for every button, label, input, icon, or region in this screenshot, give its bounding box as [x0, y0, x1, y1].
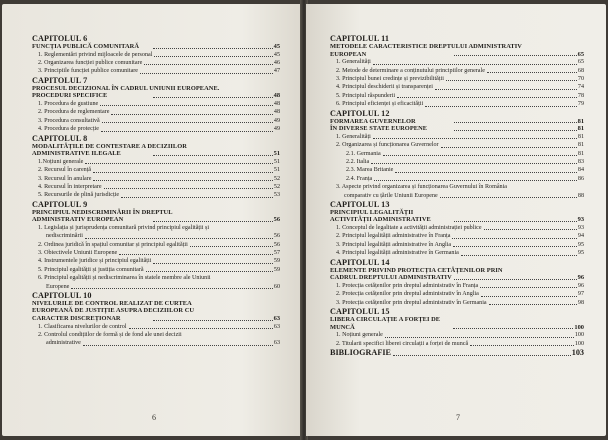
dot-leader	[140, 73, 273, 74]
entry-text: 3. Aspecte privind organizarea și funcționarea Guvernului în România	[336, 184, 507, 191]
dot-leader	[190, 246, 273, 247]
toc-entry	[330, 249, 584, 257]
entry-text: 2. Principiul legalității administrative în Franța	[336, 233, 451, 240]
chapter-heading-row	[330, 267, 584, 275]
bibliography-entry	[330, 348, 584, 358]
toc-entry	[32, 249, 280, 257]
bibliography-page-number: 103	[571, 348, 584, 358]
toc-entry	[32, 274, 280, 282]
chapter-heading-row	[32, 315, 280, 323]
dot-leader	[454, 130, 576, 131]
toc-entry	[32, 241, 280, 249]
entry-text: 2. Recursul în carență	[38, 167, 92, 174]
dot-leader	[480, 287, 577, 288]
entry-text-continued: Europene	[46, 283, 70, 290]
entry-page-number: 63	[273, 323, 280, 330]
dot-leader	[93, 180, 272, 181]
chapter-block	[330, 307, 584, 348]
dot-leader	[481, 296, 577, 297]
dot-leader	[71, 288, 273, 289]
entry-text: 2. Controlul condițiilor de formă și de fond ale unei decizii	[38, 332, 182, 339]
entry-text: 1. Conceptul de legalitate a activității administrației publice	[336, 225, 482, 232]
toc-entry	[330, 75, 584, 83]
dot-leader	[144, 64, 273, 65]
toc-entry	[330, 166, 584, 174]
toc-entry-continuation	[330, 192, 584, 200]
entry-page-number: 78	[577, 92, 584, 99]
dot-leader	[446, 80, 577, 81]
toc-entry	[32, 191, 280, 199]
dot-leader	[373, 138, 577, 139]
toc-entry	[32, 224, 280, 232]
entry-page-number: 56	[273, 241, 280, 248]
chapter-heading-row	[330, 209, 584, 224]
chapter-heading-row	[330, 274, 584, 282]
chapter-number: CAPITOLUL 10	[32, 290, 92, 300]
heading-page-number: 96	[577, 274, 585, 282]
chapter-block	[32, 76, 280, 134]
chapter-number: CAPITOLUL 12	[330, 108, 390, 118]
dot-leader	[452, 238, 577, 239]
entry-text: 1. Generalități	[336, 59, 371, 66]
dot-leader	[93, 172, 273, 173]
toc-entry	[32, 175, 280, 183]
dot-leader	[425, 106, 577, 107]
heading-page-number: 51	[273, 150, 281, 158]
entry-page-number: 56	[273, 233, 280, 240]
heading-page-number: 100	[574, 323, 584, 331]
dot-leader	[487, 72, 577, 73]
toc-entry-continuation	[32, 339, 280, 347]
chapter-heading: CARACTER DISCREȚIONAR	[32, 315, 121, 323]
entry-page-number: 81	[577, 133, 584, 140]
entry-page-number: 53	[273, 192, 280, 199]
chapter-heading: ELEMENTE PRIVIND PROTECȚIA CETĂȚENILOR PRIN	[330, 266, 503, 274]
entry-text: 2.2. Italia	[346, 159, 370, 166]
entry-text-continued: nediscriminării	[46, 233, 83, 240]
entry-page-number: 83	[577, 159, 584, 166]
entry-text: 4. Instrumentele juridice și principiul egalității	[38, 258, 152, 265]
entry-page-number: 95	[577, 241, 584, 248]
toc-entry	[32, 158, 280, 166]
toc-entry	[32, 59, 280, 67]
chapter-heading-row	[32, 209, 280, 217]
entry-page-number: 63	[273, 340, 280, 347]
entry-page-number: 45	[273, 51, 280, 58]
entry-text: 2.1. Germania	[346, 150, 381, 157]
entry-page-number: 74	[577, 84, 584, 91]
toc-entry	[330, 67, 584, 75]
entry-page-number: 98	[577, 299, 584, 306]
toc-entry	[330, 183, 584, 191]
entry-page-number: 79	[577, 101, 584, 108]
dot-leader	[102, 122, 273, 123]
dot-leader	[383, 155, 577, 156]
chapter-heading: PROCESUL DECIZIONAL ÎN CADRUL UNIUNII EUROPEANE.	[32, 84, 220, 92]
entry-text: 3. Recursul în anulare	[38, 175, 92, 182]
dot-leader	[153, 97, 272, 98]
chapter-heading-row	[32, 307, 280, 315]
dot-leader	[435, 89, 577, 90]
dot-leader	[153, 221, 272, 222]
entry-text: 3. Principiul legalității administrative în Anglia	[336, 241, 452, 248]
entry-text: 5. Recursurile de plină jurisdicție	[38, 192, 120, 199]
dot-leader	[153, 155, 272, 156]
entry-page-number: 96	[577, 282, 584, 289]
heading-page-number: 63	[273, 315, 281, 323]
entry-text: 5. Principiul răspunderii	[336, 92, 396, 99]
entry-page-number: 51	[273, 167, 280, 174]
dot-leader	[146, 271, 273, 272]
entry-text: 6. Principiul eficienței și eficacității	[336, 101, 424, 108]
entry-text: 1. Procedura de gustiune	[38, 101, 99, 107]
entry-text: 2. Organizarea funcției publice comunitare	[38, 60, 143, 66]
chapter-heading-row	[32, 85, 280, 93]
dot-leader	[393, 355, 571, 356]
entry-text: 2.3. Marea Britanie	[346, 167, 394, 174]
toc-entry	[330, 290, 584, 298]
entry-page-number: 47	[273, 68, 280, 75]
dot-leader	[441, 147, 577, 148]
chapter-number: CAPITOLUL 14	[330, 257, 390, 267]
toc-entry-continuation	[32, 232, 280, 240]
dot-leader	[470, 345, 574, 346]
dot-leader	[83, 345, 273, 346]
entry-text: 4. Recursul în interpretare	[38, 184, 102, 191]
entry-page-number: 65	[577, 59, 584, 66]
entry-page-number: 70	[577, 76, 584, 82]
entry-text: 6. Principiul egalității și nediscriminarea în statele membre ale Uniunii	[38, 275, 211, 282]
chapter-heading-row	[32, 216, 280, 224]
page-number-left: 6	[152, 413, 156, 422]
chapter-number: CAPITOLUL 15	[330, 307, 390, 317]
chapter-heading-row	[32, 143, 280, 151]
chapter-heading: LIBERA CIRCULAȚIE A FORȚEI DE MUNCĂ	[330, 316, 441, 331]
chapter-block	[32, 134, 280, 200]
dot-leader	[85, 163, 273, 164]
heading-page-number: 93	[577, 216, 585, 224]
toc-entry	[330, 340, 584, 348]
chapter-number: CAPITOLUL 7	[32, 75, 88, 85]
entry-text: 3. Principiul bunei credințe și previzibilității	[336, 76, 444, 82]
toc-entry	[32, 166, 280, 174]
dot-leader	[461, 255, 577, 256]
dot-leader	[104, 188, 273, 189]
toc-entry-continuation	[32, 283, 280, 291]
entry-page-number: 100	[574, 340, 584, 347]
toc-entry	[32, 117, 280, 125]
entry-page-number: 100	[574, 332, 584, 339]
toc-entry	[330, 58, 584, 66]
entry-text: 4. Principiul legalității administrative în Germania	[336, 250, 459, 257]
toc-entry	[32, 331, 280, 339]
toc-entry	[32, 323, 280, 331]
toc-entry	[330, 232, 584, 240]
dot-leader	[121, 197, 273, 198]
toc-entry	[32, 100, 280, 108]
entry-page-number: 68	[577, 67, 584, 74]
entry-text: 3. Procedura consultativă	[38, 117, 100, 124]
chapter-heading: EUROPEAN	[330, 50, 367, 58]
toc-entry	[330, 282, 584, 290]
chapter-heading-row	[330, 316, 584, 331]
entry-text: 4. Principiul deschiderii și transparenței	[336, 84, 433, 91]
dot-leader	[100, 105, 273, 106]
toc-entry	[330, 141, 584, 149]
toc-right	[330, 34, 584, 358]
dot-leader	[153, 263, 273, 264]
entry-text: 2. Protecția cetățenilor prin dreptul administrativ în Anglia	[336, 291, 479, 298]
chapter-heading-row	[32, 92, 280, 100]
entry-text: 2. Metode de determinare a conținutului principiilor generale	[336, 67, 485, 74]
entry-text: 3. Obiectivele Uniunii Europene	[38, 250, 118, 257]
entry-text: 2. Titularii specifici liberei circulații a forței de muncă	[336, 340, 469, 347]
chapter-heading: FUNCȚIA PUBLICĂ COMUNITARĂ	[32, 43, 139, 50]
dot-leader	[111, 114, 273, 115]
entry-page-number: 59	[273, 266, 280, 273]
dot-leader	[454, 122, 576, 123]
toc-entry	[330, 92, 584, 100]
chapter-heading: MODALITĂȚILE DE CONTESTARE A DECIZIILOR	[32, 142, 187, 150]
entry-text-continued: comparativ cu țările Uniunii Europene	[344, 192, 438, 199]
entry-text: 1. Legislația și jurisprudența comunitară privind principiul egalității și	[38, 225, 210, 232]
entry-page-number: 94	[577, 233, 584, 240]
toc-entry	[330, 175, 584, 183]
page-number-right: 7	[456, 413, 460, 422]
dot-leader	[119, 254, 273, 255]
heading-page-number: 81	[577, 117, 585, 125]
dot-leader	[385, 337, 574, 338]
entry-page-number: 57	[273, 250, 280, 257]
dot-leader	[440, 197, 577, 198]
dot-leader	[85, 238, 273, 239]
right-page	[306, 4, 606, 436]
toc-entry	[330, 100, 584, 108]
dot-leader	[153, 48, 272, 49]
dot-leader	[489, 304, 577, 305]
entry-page-number: 95	[577, 250, 584, 257]
dot-leader	[374, 180, 577, 181]
toc-entry	[330, 150, 584, 158]
dot-leader	[371, 163, 577, 164]
dot-leader	[454, 221, 576, 222]
entry-text: 5. Principiul egalității și justiția comunitară	[38, 266, 144, 273]
heading-page-number: 48	[273, 92, 281, 100]
bibliography-title: BIBLIOGRAFIE	[330, 348, 391, 358]
entry-text: 1. Reglementări privind mijloacele de personal	[38, 51, 153, 58]
entry-text: 2. Organizarea și funcționarea Guvernelor	[336, 142, 439, 149]
heading-page-number: 56	[273, 216, 281, 224]
dot-leader	[153, 320, 272, 321]
dot-leader	[397, 97, 577, 98]
entry-page-number: 49	[273, 126, 280, 133]
toc-entry	[330, 133, 584, 141]
chapter-number: CAPITOLUL 11	[330, 34, 390, 43]
entry-page-number: 81	[577, 150, 584, 157]
entry-page-number: 46	[273, 60, 280, 66]
entry-text: 3. Protecția cetățenilor prin dreptul administrativ în Germania	[336, 299, 487, 306]
entry-text: 2.4. Franța	[346, 175, 373, 182]
entry-page-number: 51	[273, 158, 280, 165]
chapter-heading: CADRUL DREPTULUI ADMINISTRATIV	[330, 274, 452, 282]
left-page	[2, 4, 302, 436]
entry-text: 1. Generalități	[336, 133, 371, 140]
entry-page-number: 97	[577, 291, 584, 298]
heading-page-number: 65	[577, 50, 585, 58]
toc-entry	[32, 266, 280, 274]
toc-entry	[330, 331, 584, 339]
toc-entry	[330, 299, 584, 307]
chapter-number: CAPITOLUL 9	[32, 199, 88, 209]
dot-leader	[154, 56, 273, 57]
entry-text: 1. Protecția cetățenilor prin dreptul administrativ în Franța	[336, 282, 479, 289]
dot-leader	[453, 328, 574, 329]
chapter-number: CAPITOLUL 8	[32, 133, 88, 143]
chapter-heading: PRINCIPIUL NEDISCRIMINĂRII ÎN DREPTUL	[32, 208, 173, 216]
dot-leader	[373, 64, 577, 65]
toc-entry	[330, 224, 584, 232]
dot-leader	[101, 131, 273, 132]
entry-page-number: 86	[577, 175, 584, 182]
toc-entry	[330, 83, 584, 91]
entry-page-number: 88	[577, 192, 584, 199]
chapter-heading: PROCEDURI SPECIFICE	[32, 92, 108, 100]
toc-entry	[330, 241, 584, 249]
dot-leader	[395, 172, 577, 173]
chapter-heading: ADMINISTRATIVE ILEGALE	[32, 150, 121, 158]
entry-page-number: 52	[273, 184, 280, 191]
entry-text: 4. Procedura de protecție	[38, 126, 99, 133]
chapter-number: CAPITOLUL 13	[330, 199, 390, 209]
dot-leader	[454, 279, 576, 280]
toc-entry	[32, 67, 280, 75]
toc-entry	[32, 51, 280, 59]
entry-text: 3. Principiile funcției publice comunitare	[38, 68, 139, 75]
dot-leader	[129, 328, 273, 329]
chapter-block	[32, 34, 280, 76]
entry-text: 2. Ordinea juridică în spațiul comunitar și principiul egalității	[38, 241, 188, 248]
chapter-heading-row	[330, 125, 584, 133]
chapter-heading-row	[32, 43, 280, 51]
entry-page-number: 49	[273, 117, 280, 124]
entry-page-number: 81	[577, 142, 584, 149]
toc-entry	[330, 158, 584, 166]
toc-entry	[32, 257, 280, 265]
chapter-block	[330, 200, 584, 258]
entry-text: 1.Noțiuni generale	[38, 158, 84, 165]
toc-left	[32, 34, 280, 348]
entry-page-number: 59	[273, 258, 280, 265]
chapter-heading: NIVELURILE DE CONTROL REALIZAT DE CURTEA	[32, 299, 192, 307]
entry-text-continued: administrative	[46, 340, 81, 347]
chapter-heading-row	[330, 51, 584, 59]
chapter-block	[330, 34, 584, 109]
entry-text: 1. Clasificarea nivelurilor de control	[38, 323, 127, 330]
entry-page-number: 93	[577, 225, 584, 232]
chapter-block	[330, 109, 584, 200]
chapter-heading-row	[330, 43, 584, 51]
entry-page-number: 60	[273, 283, 280, 290]
entry-page-number: 52	[273, 175, 280, 182]
chapter-heading: ÎN DIVERSE STATE EUROPENE	[330, 125, 428, 133]
dot-leader	[453, 246, 577, 247]
chapter-heading-row	[32, 150, 280, 158]
toc-entry	[32, 125, 280, 133]
heading-page-number: 45	[273, 43, 281, 50]
entry-page-number: 48	[273, 109, 280, 116]
chapter-heading: METODELE CARACTERISTICE DREPTULUI ADMINISTRATIV	[330, 43, 522, 50]
chapter-number: CAPITOLUL 6	[32, 34, 88, 43]
toc-entry	[32, 108, 280, 116]
toc-entry	[32, 183, 280, 191]
dot-leader	[454, 55, 576, 56]
chapter-block	[32, 200, 280, 291]
chapter-block	[330, 258, 584, 307]
entry-text: 2. Procedura de reglementare	[38, 109, 110, 116]
chapter-heading: PRINCIPIUL LEGALITĂȚII ACTIVITĂȚII ADMINISTRATIVE	[330, 208, 431, 224]
chapter-heading: EUROPEANĂ DE JUSTIȚIE ASUPRA DECIZIILOR CU	[32, 307, 195, 315]
entry-page-number: 48	[273, 101, 280, 107]
entry-page-number: 84	[577, 167, 584, 174]
heading-page-number: 81	[577, 125, 585, 133]
chapter-heading: ADMINISTRATIV EUROPEAN	[32, 216, 124, 224]
chapter-heading: FORMAREA GUVERNELOR	[330, 117, 416, 125]
dot-leader	[484, 229, 577, 230]
chapter-block	[32, 291, 280, 348]
entry-text: 1. Noțiuni generale	[336, 332, 383, 339]
